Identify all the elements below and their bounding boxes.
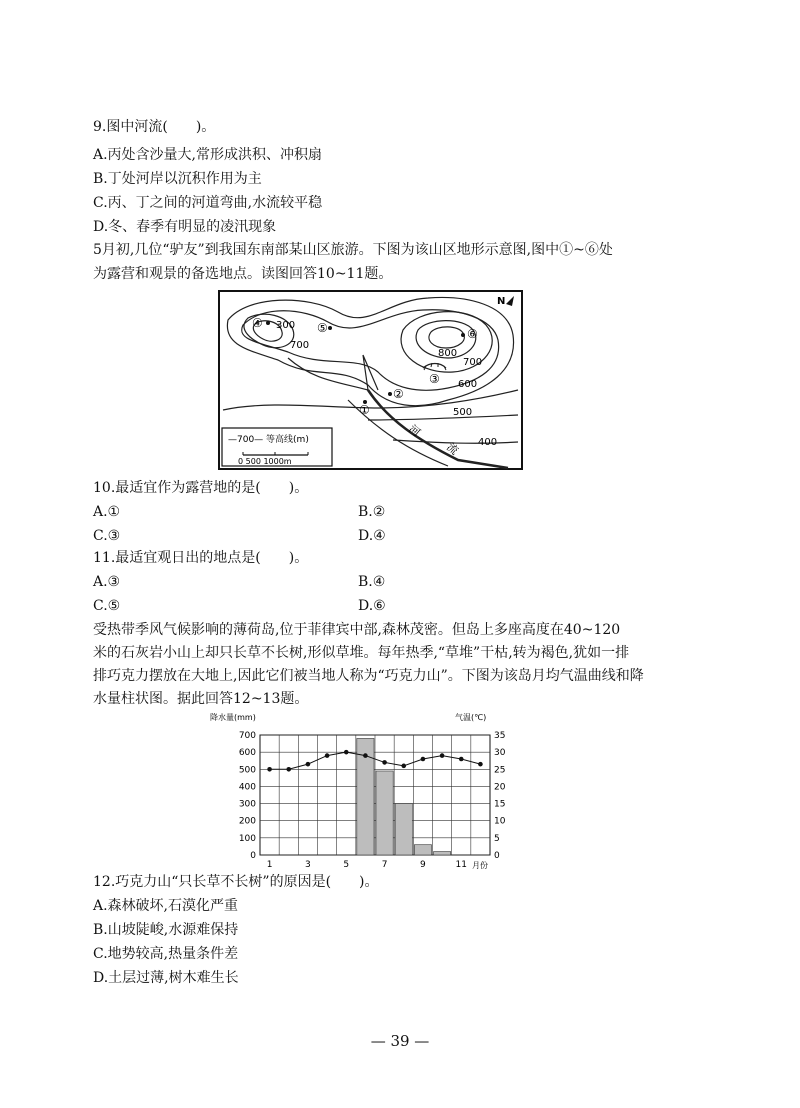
- precip-bar-month-7: [376, 771, 393, 855]
- temperature-point-month-8: [401, 764, 406, 769]
- y2-tick-label: 20: [494, 782, 506, 793]
- q10-option-c: C.③: [93, 528, 121, 544]
- y2-tick-label: 5: [494, 833, 500, 844]
- temperature-point-month-3: [306, 762, 311, 767]
- temperature-point-month-2: [286, 767, 291, 772]
- y2-tick-label: 35: [494, 731, 506, 741]
- q9-option-a: A.丙处含沙量大,常形成洪积、冲积扇: [93, 147, 323, 163]
- q10-option-a: A.①: [93, 504, 121, 520]
- temperature-point-month-12: [478, 762, 483, 767]
- temperature-point-month-10: [440, 753, 445, 758]
- contour-label-500: 500: [453, 407, 473, 418]
- temperature-point-month-7: [382, 760, 387, 765]
- q9-option-b: B.丁处河岸以沉积作用为主: [93, 171, 262, 187]
- point-6-dot: [461, 333, 465, 337]
- x-tick-label: 11: [455, 860, 467, 870]
- y2-tick-label: 0: [494, 851, 500, 861]
- contour-label-800: 800: [438, 348, 458, 359]
- passage1-line-2: 为露营和观景的备选地点。读图回答10~11题。: [93, 266, 393, 282]
- point-2-dot: [388, 392, 392, 396]
- q11-option-c: C.⑤: [93, 598, 121, 614]
- precip-bar-month-8: [395, 804, 412, 855]
- passage2-line-1: 受热带季风气候影响的薄荷岛,位于菲律宾中部,森林茂密。但岛上多座高度在40~120: [93, 622, 621, 638]
- contour-label-600: 600: [458, 379, 478, 390]
- north-label: N: [497, 296, 506, 307]
- river-label-2: 流: [444, 440, 461, 458]
- contour-label-300: 300: [276, 320, 296, 331]
- point-5-dot: [328, 326, 332, 330]
- x-tick-label: 1: [266, 860, 273, 870]
- legend-contour: —700— 等高线(m): [228, 435, 309, 445]
- passage2-line-3: 排巧克力摆放在大地上,因此它们被当地人称为“巧克力山”。下图为该岛月均气温曲线和降: [93, 668, 644, 684]
- y-tick-label: 200: [238, 816, 256, 827]
- contour-map: [218, 290, 523, 470]
- y-tick-label: 600: [238, 748, 256, 759]
- x-tick-label: 3: [305, 860, 311, 870]
- page-number: — 39 —: [370, 1032, 430, 1050]
- q10-option-b: B.②: [358, 504, 386, 520]
- passage2-line-4: 水量柱状图。据此回答12~13题。: [93, 691, 309, 707]
- legend-scale: 0 500 1000m: [238, 457, 292, 466]
- q9-stem: 9.图中河流( )。: [93, 119, 216, 135]
- q12-option-b: B.山坡陡峻,水源难保持: [93, 922, 239, 938]
- temperature-point-month-4: [325, 753, 330, 758]
- q12-option-d: D.土层过薄,树木难生长: [93, 970, 239, 986]
- q12-stem: 12.巧克力山“只长草不长树”的原因是( )。: [93, 874, 379, 890]
- y-axis-label: 降水量(mm): [210, 713, 256, 722]
- q10-option-d: D.④: [358, 528, 386, 544]
- precip-bar-month-9: [414, 845, 431, 855]
- y2-tick-label: 15: [494, 799, 506, 810]
- q9-option-d: D.冬、春季有明显的凌汛现象: [93, 219, 277, 235]
- x-axis-label: 月份: [472, 861, 488, 870]
- passage1-line-1: 5月初,几位“驴友”到我国东南部某山区旅游。下图为该山区地形示意图,图中①~⑥处: [93, 242, 613, 258]
- x-tick-label: 9: [420, 860, 426, 870]
- contour-label-700-right: 700: [463, 357, 483, 368]
- contour-label-400: 400: [478, 437, 498, 448]
- q12-option-a: A.森林破坏,石漠化严重: [93, 898, 239, 914]
- contour-label-700-left: 700: [290, 340, 310, 351]
- y-tick-label: 300: [238, 799, 256, 810]
- point-1-label: ①: [359, 403, 370, 417]
- temperature-point-month-1: [267, 767, 272, 772]
- point-3-label: ③: [429, 372, 440, 386]
- temperature-point-month-6: [363, 753, 368, 758]
- q9-option-c: C.丙、丁之间的河道弯曲,水流较平稳: [93, 195, 323, 211]
- y-tick-label: 500: [238, 765, 256, 776]
- temperature-point-month-11: [459, 757, 464, 762]
- y2-tick-label: 10: [494, 816, 506, 827]
- y-tick-label: 700: [238, 731, 256, 741]
- y-tick-label: 0: [250, 851, 256, 861]
- x-tick-label: 5: [343, 860, 350, 870]
- q11-option-d: D.⑥: [358, 598, 386, 614]
- point-4-label: ④: [252, 316, 263, 330]
- temperature-point-month-5: [344, 750, 349, 755]
- y2-tick-label: 30: [494, 748, 506, 759]
- q12-option-c: C.地势较高,热量条件差: [93, 946, 239, 962]
- y2-axis-label: 气温(℃): [455, 713, 487, 722]
- climate-chart: [210, 710, 510, 870]
- river-label-1: 河: [406, 422, 423, 440]
- y2-tick-label: 25: [494, 765, 506, 776]
- q11-option-a: A.③: [93, 574, 121, 590]
- precip-bar-month-10: [434, 852, 451, 855]
- point-2-label: ②: [393, 387, 404, 401]
- y-tick-label: 100: [238, 833, 256, 844]
- q11-option-b: B.④: [358, 574, 386, 590]
- point-6-label: ⑥: [467, 327, 478, 341]
- passage2-line-2: 米的石灰岩小山上却只长草不长树,形似草堆。每年热季,“草堆”干枯,转为褐色,犹如一排: [93, 645, 630, 661]
- x-tick-label: 7: [381, 860, 388, 870]
- q10-stem: 10.最适宜作为露营地的是( )。: [93, 480, 309, 496]
- y-tick-label: 400: [238, 782, 256, 793]
- temperature-point-month-9: [421, 757, 426, 762]
- point-5-label: ⑤: [317, 321, 328, 335]
- q11-stem: 11.最适宜观日出的地点是( )。: [93, 550, 309, 566]
- point-4-dot: [266, 321, 270, 325]
